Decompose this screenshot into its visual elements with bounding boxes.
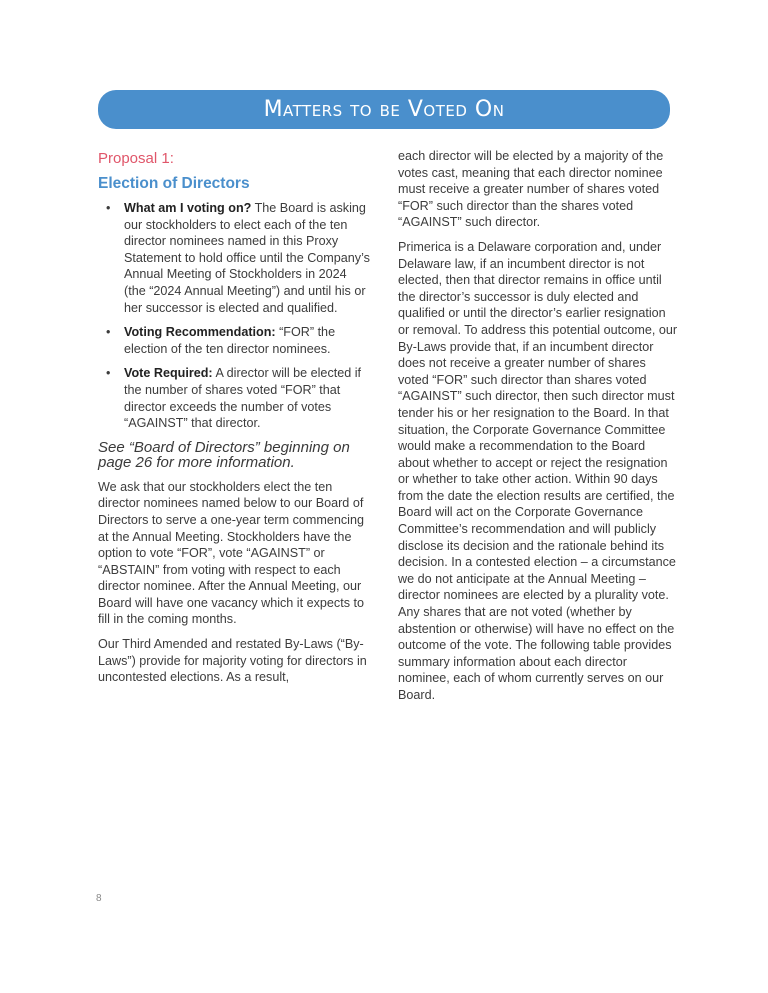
bullet-text: “FOR” the election of the ten director nominees.	[124, 325, 336, 356]
section-banner	[98, 90, 670, 129]
body-paragraph: Our Third Amended and restated By-Laws (“By-Laws”) provide for majority voting for directors in uncontested elections. As a result,	[98, 637, 367, 685]
bullet-heading: What am I voting on?	[124, 201, 252, 215]
bullet-heading: Vote Required:	[124, 366, 213, 381]
bullet-voting-recommendation	[98, 324, 370, 357]
bullet-text: A director will be elected if the number of shares voted “FOR” that director exceeds the number of votes “AGAINST” that director.	[124, 366, 362, 431]
bullet-vote-required	[98, 365, 370, 431]
bullet-icon: •	[106, 325, 111, 340]
page-number: 8	[96, 893, 102, 904]
body-paragraph: Primerica is a Delaware corporation and, under Delaware law, if an incumbent director is not elected, then that director remains in office until the director’s successor is duly elected and qualified or until the director’s earlier resignation or removal. To address this potential outcome, our By-Laws provide that, if an incumbent director does not receive a greater number of shares voted “FOR” such director than shares voted “AGAINST” such director, then such director must tender his or her resignation to the Board. In that situation, the Corporate Governance Committee would make a recommendation to the Board about whether to accept or reject the resignation or whether to take other action. Within 90 days from the date the election results are certified, the Board will act on the Corporate Governance Committee’s recommendation and will publicly disclose its decision and the rationale behind its decision. In a contested election – a circumstance we do not anticipate at the Annual Meeting – director nominees are elected by a plurality vote. Any shares that are not voted (whether by abstention or otherwise) will have no effect on the outcome of the vote. The following table provides summary information about each director nominee, each of whom currently serves on our Board.	[398, 239, 678, 702]
bullet-text: The Board is asking our stockholders to elect each of the ten director nominees named in this Proxy Statement to hold office until the Company’s Annual Meeting of Stockholders in 2024 (the “2024 Annual Meeting”) and until his or her successor is elected and qualified.	[124, 201, 370, 315]
right-column	[398, 148, 678, 712]
left-column	[98, 148, 370, 694]
bullet-icon: •	[106, 201, 111, 215]
summary-bullets	[98, 200, 370, 432]
body-paragraph: We ask that our stockholders elect the ten director nominees named below to our Board of Directors to serve a one-year term commencing at the Annual Meeting. Stockholders have the option to vote “FOR”, vote “AGAINST” or “ABSTAIN” from voting with respect to each director nominee. After the Annual Meeting, our Board will have one vacancy which it expects to fill in the coming months.	[98, 479, 365, 627]
bullet-icon: •	[106, 366, 111, 381]
see-more-reference: See “Board of Directors” beginning on page 26 for more information.	[98, 438, 350, 471]
proposal-label: Proposal 1:	[98, 150, 174, 167]
bullet-heading: Voting Recommendation:	[124, 325, 276, 340]
bullet-what-voting-on	[98, 200, 370, 316]
body-paragraph: each director will be elected by a majority of the votes cast, meaning that each director nominee must receive a greater number of shares voted “FOR” such director than the shares voted “AGAINST” such director.	[398, 149, 664, 230]
proposal-title: Election of Directors	[98, 175, 250, 192]
section-title: Matters to be Voted On	[263, 97, 505, 122]
